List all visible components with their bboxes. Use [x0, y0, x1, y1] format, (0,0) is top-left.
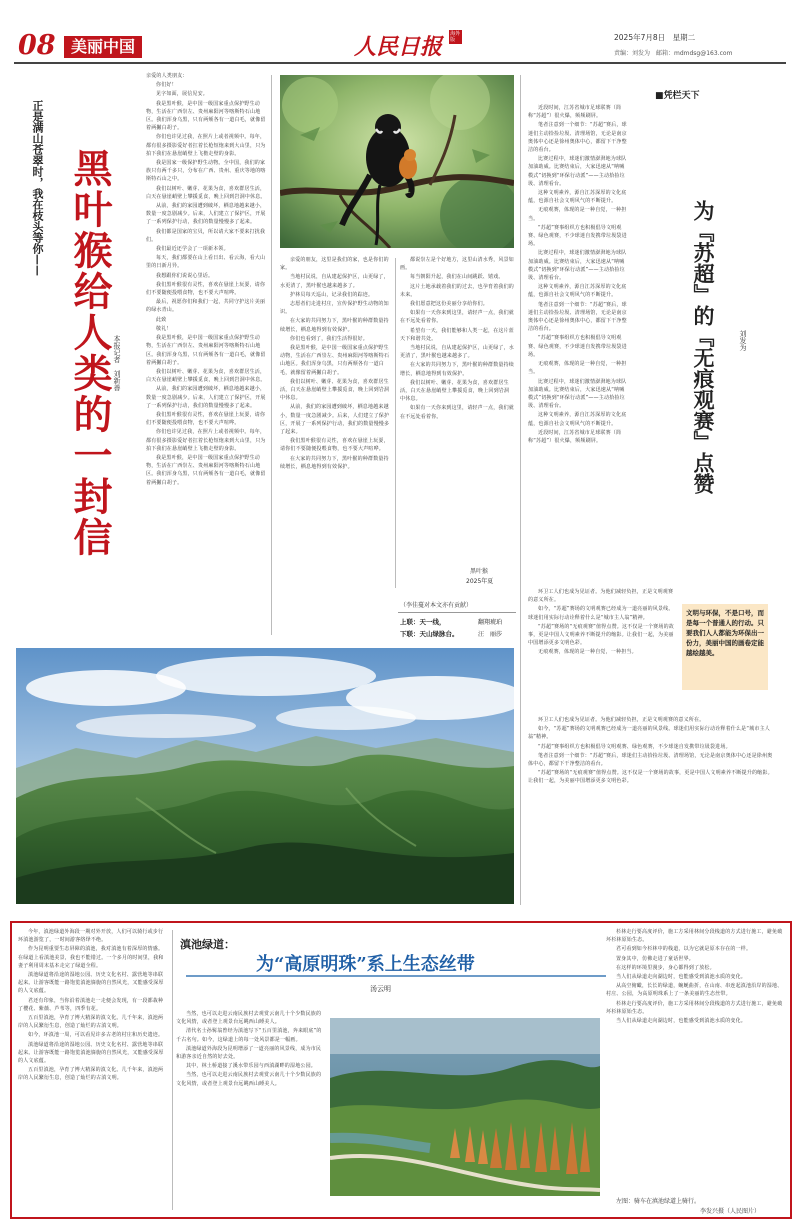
- column-divider: [395, 258, 396, 588]
- dianchi-greenway-image: [330, 1018, 600, 1196]
- paragraph: 杉林走行要高度评价，施工方采用林间分段栈道的方式进行施工，避免破坏杉林原始生态。: [606, 929, 783, 944]
- paragraph: 我们黑叶猴很有灵性，喜欢在悬崖上玩耍，请你们不要随便投喂食物，也不要大声喧哗。: [280, 438, 389, 453]
- paragraph: “苏超”赛事组织方也积极倡导文明观赛、绿色观赛，不少球迷自发携带垃圾袋进场。: [538, 743, 731, 750]
- column-label: ■凭栏天下: [655, 91, 700, 101]
- green-mountain-landscape-image: [16, 648, 514, 904]
- paragraph: 这片土地承载着我们的过去，也孕育着我们的未来。: [400, 283, 514, 298]
- couplet-box: [398, 612, 516, 643]
- paragraph: 见字如面，展信见安。: [156, 91, 209, 98]
- paragraph: 你们好！: [156, 82, 177, 89]
- paragraph: 这种文明素养，源自江苏深厚的文化底蕴，也源自社会文明风气的不断提升。: [528, 190, 627, 205]
- letter-signature: 黑叶猴: [470, 568, 489, 575]
- paragraph: 每当朝阳升起，我们在山间跳跃、嬉戏。: [410, 274, 504, 281]
- dianchi-caption: 左图：骑车在滇池绿道上骑行。: [616, 1198, 701, 1205]
- paragraph: 亲爱的朋友，这里是我们的家，也是你们的家。: [280, 257, 389, 272]
- page-number: 08: [18, 30, 56, 61]
- title-underline: [186, 975, 606, 977]
- logo: [354, 30, 462, 61]
- paragraph: 我们最近还学会了一项新本领。: [156, 246, 229, 253]
- paragraph: 比赛过程中，球迷们激情澎湃地为球队加油助威。比赛结束后，大家迅速从“呐喊模式”切换到“环保行动派”——主动拾捡垃圾、清理看台。: [528, 250, 627, 282]
- dianchi-col-1: [18, 928, 168, 1214]
- paragraph: 敬礼！: [156, 325, 172, 332]
- paragraph: 在大家的共同努力下，黑叶猴的种群数量持续增长，栖息地得到有效保护。: [280, 318, 389, 333]
- dianchi-col-2: [176, 1010, 324, 1214]
- paragraph: 当然，也可以走进云南民族村去观赏云南几十个少数民族的文化风情，或者登上观景台远眺西山睡美人。: [176, 1072, 322, 1087]
- paragraph: 作为昆明重要生态屏障的滇池，我对滇池有着深厚的情感。在绿道上看滇池美景，我也不能错过。一个多月的时间里，我和妻子利用周末基本走完了绿道全程。: [18, 946, 164, 969]
- monkey-title: 黑叶猴给人类的一封信: [67, 148, 113, 558]
- paragraph: 当人们从绿道走向湖边时，也能感受到滇池水质的变化。: [616, 974, 747, 981]
- date-line: 2025年7月8日 星期二: [614, 33, 696, 42]
- paragraph: 当人们从绿道走向湖边时，也能感受到滇池水质的变化。: [616, 1018, 747, 1025]
- paragraph: 如今，“苏超”赛场的文明观赛已经成为一道亮丽的风景线。球迷们用实际行动诠释着什么是“城市主人翁”精神。: [528, 606, 674, 621]
- paragraph: 这种文明素养，源自江苏深厚的文化底蕴，也源自社会文明风气的不断提升。: [528, 284, 627, 299]
- paragraph: 五百里滇池，孕育了博大精深的滇文化。几千年来，滇池两岸的人民繁衍生息，创造了灿烂的古滇文明。: [18, 1067, 164, 1082]
- paragraph: 笔者注意到一个细节：“苏超”赛后，球迷们主动拾捡垃圾、清理场馆，无论是南京奥体中心还是徐州奥体中心，都留下干净整洁的看台。: [528, 301, 627, 333]
- paragraph: 当地村民说，自从建起保护区，山更绿了，水更清了，黑叶猴也越来越多了。: [400, 345, 514, 360]
- paragraph: 从高空俯瞰，长长的绿道，蜿蜒曲折，在山南、串连起滇池沿岸的湿地、村庄、公园，为高原明珠系上了一条美丽的生态丝带。: [606, 983, 783, 998]
- masthead: [14, 26, 786, 66]
- paragraph: 环卫工人们也成为见证者。为他们减轻负担，正是文明观赛的意义所在。: [538, 717, 705, 723]
- paragraph: 我们都是国家的宝贝，所以请大家不要来打扰我们。: [146, 228, 266, 243]
- paragraph: 从前，我们的家园遭到破坏，栖息地越来越小，数量一度急剧减少。后来，人们建立了保护区，开展了一系列保护行动，我们的数量慢慢多了起来。: [146, 203, 266, 226]
- paragraph: 我是黑叶猴，是中国一级国家重点保护野生动物，生活在广西崇左、贵州麻阳河等喀斯特石山地区。我们浑身乌黑，只有两颊各有一道白毛，就像留着两撇白胡子。: [146, 335, 266, 366]
- section-name: 美丽中国: [64, 36, 142, 58]
- dianchi-label: 滇池绿道：: [180, 938, 235, 951]
- paragraph: 比赛过程中，球迷们激情澎湃地为球队加油助威。比赛结束后，大家迅速从“呐喊模式”切换到“环保行动派”——主动拾捡垃圾、清理看台。: [528, 156, 627, 187]
- paragraph: 我们黑叶猴很有灵性，喜欢在悬崖上玩耍，请你们不要随便投喂食物，也不要大声喧哗。: [146, 411, 266, 427]
- paragraph: 如果有一天你来到这里，请轻声一点，我们就在不远处看着你。: [400, 310, 514, 325]
- paragraph: 你们也许见过我，在照片上或者视频中。每年，都有很多摄影爱好者扛着长枪短炮来到大山里，只为拍下我们在悬崖峭壁上飞檐走壁的身影。: [146, 134, 266, 157]
- paragraph: 无痕观赛，体现的是一种自觉，一种担当。: [528, 361, 627, 376]
- paragraph: 滇池绿道将沿途的湿地公园、历史文化名村、露营地等串联起来。让游客既能一路饱览滇池旖旎的自然风光，又能感受深厚的人文底蕴。: [18, 1041, 164, 1065]
- monkey-col-2: [280, 256, 390, 594]
- column-divider: [271, 75, 272, 635]
- paragraph: 清代名士孙髯翁曾经为滇池写下“五百里滇池，奔来眼底”的千古名句。如今，这绿道上的每一处风景都是一幅画。: [176, 1028, 322, 1043]
- black-leaf-monkey-image: [280, 75, 514, 248]
- paragraph: 如果有一天你来到这里，请轻声一点，我们就在不远处看着你。: [400, 405, 514, 420]
- logo-badge: 海外版: [450, 31, 461, 43]
- paragraph: 我们黑叶猴很有灵性，喜欢在悬崖上玩耍，请你们不要随便投喂食物，也不要大声喧哗。: [146, 281, 266, 297]
- mountain-photo: [16, 648, 514, 904]
- paragraph: 我们以树叶、嫩芽、花果为食，喜欢群居生活，白天在悬崖峭壁上攀援觅食，晚上回到岩洞中休息。: [146, 368, 266, 384]
- paragraph: 置身其中，仿佛走进了童话世界。: [616, 955, 695, 962]
- paragraph: “苏超”赛场的“无痕观赛”值得点赞。这不仅是一个赛场的故事，更是中国人文明素养不断提升的缩影。让我们一起，为美丽中国增添更多文明色彩。: [528, 770, 773, 785]
- paragraph: 我是黑叶猴，是中国一级国家重点保护野生动物，生活在广西崇左、贵州麻阳河等喀斯特石山地区。我们浑身乌黑，只有两颊各有一道白毛，就像留着两撇白胡子。: [146, 454, 266, 486]
- monkey-caption: （李佳蔓对本文亦有贡献）: [400, 602, 473, 609]
- highlight-quote: 文明与环保，不是口号，而是每一个普通人的行动。只要我们人人都能为环保出一份力，美丽中国的画卷定能越绘越美。: [682, 604, 768, 690]
- paragraph: 这种文明素养，源自江苏深厚的文化底蕴，也源自社会文明风气的不断提升。: [528, 412, 627, 427]
- couplet-down: 下联：天山绿脉台。: [400, 630, 459, 638]
- monkey-photo: [280, 75, 514, 248]
- paragraph: 希望有一天，我们能够和人类一起，在这片蓝天下和谐共处。: [400, 327, 514, 342]
- dianchi-col-3: [606, 928, 786, 1192]
- paragraph: 如今，“苏超”赛场的文明观赛已经成为一道亮丽的风景线。球迷们用实际行动诠释着什么是“城市主人翁”精神。: [528, 726, 770, 741]
- paragraph: “苏超”赛事组织方也积极倡导文明观赛、绿色观赛，不少球迷自发携带垃圾袋进场。: [528, 335, 627, 358]
- paragraph: 每天，我们都要在山上看日出、看云海，看大山里的日新月异。: [146, 255, 266, 270]
- dianchi-photo: [330, 1018, 600, 1196]
- dianchi-author: 汤云明: [370, 985, 391, 993]
- paragraph: 都说崇左是个好地方，这里山清水秀，风景如画。: [400, 257, 514, 272]
- paragraph: 比赛过程中，球迷们激情澎湃地为球队加油助威。比赛结束后，大家迅速从“呐喊模式”切换到“环保行动派”——主动拾捡垃圾、清理看台。: [528, 378, 627, 410]
- paragraph: 当然，也可以走进云南民族村去观赏云南几十个少数民族的文化风情，或者登上观景台远眺西山睡美人。: [176, 1011, 322, 1026]
- paragraph: 无痕观赛，体现的是一种自觉，一种担当。: [528, 207, 627, 222]
- monkey-byline: 本报记者 刘新善: [113, 335, 121, 391]
- dianchi-title: 为“高原明珠”系上生态丝带: [256, 954, 475, 975]
- opinion-title: 为『苏超』的『无痕观赛』点赞: [691, 200, 716, 494]
- paragraph: 杉林走行要高度评价，施工方采用林间分段栈道的方式进行施工，避免破坏杉林原始生态。: [606, 1000, 783, 1015]
- paragraph: 如今，环滇池一周，可以看见许多古老的村庄和历史遗迹。: [28, 1032, 164, 1039]
- paragraph: 我们以树叶、嫩芽、花果为食，喜欢群居生活，白天在悬崖峭壁上攀援觅食，晚上回到岩洞中休息。: [146, 185, 266, 200]
- paragraph: 在这样的环境里漫步，身心都得到了放松。: [616, 964, 715, 971]
- letter-date: 2025年夏: [466, 578, 494, 585]
- paragraph: 在大家的共同努力下，黑叶猴的种群数量持续增长，栖息地得到有效保护。: [400, 362, 514, 377]
- paragraph: 我们以树叶、嫩芽、花果为食，喜欢群居生活，白天在悬崖峭壁上攀援觅食，晚上回到岩洞中休息。: [400, 379, 510, 403]
- paragraph: 五百里滇池，孕育了博大精深的滇文化。几千年来，滇池两岸的人民繁衍生息，创造了灿烂的古滇文明。: [18, 1015, 164, 1030]
- paragraph: 最后，祝愿你们和我们一起，共同守护这片美丽的绿水青山。: [146, 299, 266, 314]
- paragraph: 近段时间，江苏省城市足球联赛（简称“苏超”）很火爆，频频刷屏。: [528, 429, 622, 444]
- editor-line: 责编：刘发为 邮箱：mdmdsg@163.com: [614, 50, 733, 57]
- monkey-col-1: [146, 72, 266, 648]
- monkey-subtitle: 正是满山苍翠时，我在枝头等你——: [31, 100, 44, 276]
- paragraph: 亲爱的人类朋友：: [146, 73, 188, 79]
- paragraph: 当地村民说，自从建起保护区，山更绿了，水更清了，黑叶猴也越来越多了。: [280, 274, 389, 289]
- opinion-author: 刘发为: [739, 330, 747, 351]
- paragraph: 滇池绿道外海段为昆明增添了一道亮丽的风景线，成为市民和游客亲近自然的好去处。: [176, 1045, 322, 1061]
- paragraph: 从前，我们的家园遭到破坏，栖息地越来越小，数量一度急剧减少。后来，人们建立了保护区，开展了一系列保护行动，我们的数量慢慢多了起来。: [280, 404, 390, 436]
- paragraph: 志愿者们走进村庄，宣传保护野生动物的知识。: [280, 301, 389, 316]
- dianchi-credit: 李发兴摄（人民图片）: [700, 1208, 761, 1215]
- paragraph: 滇池绿道将沿途的湿地公园、历史文化名村、露营地等串联起来。让游客既能一路饱览滇池旖旎的自然风光，又能感受深厚的人文底蕴。: [18, 972, 164, 995]
- paragraph: 近段时间，江苏省城市足球联赛（简称“苏超”）很火爆，频频刷屏。: [528, 105, 622, 120]
- paragraph: 君还有印象，当你沿着滇池走一走便会发现，有一段都栽种了樱花、紫薇、芦苇等，四季有花。: [18, 997, 164, 1012]
- paragraph: 今年，滇池绿道外海段一期对外开放，人们可以骑行或步行环滇池游览了，一时间游客络绎不绝。: [18, 929, 164, 944]
- paragraph: 我们以树叶、嫩芽、花果为食，喜欢群居生活，白天在悬崖峭壁上攀援觅食，晚上回到岩洞中休息。: [280, 378, 390, 402]
- paragraph: 其中，林土桥道接了溪水带乐园与西滇湖畔的湿地公园。: [186, 1063, 317, 1070]
- paragraph: 从前，我们的家园遭到破坏，栖息地越来越小，数量一度急剧减少。后来，人们建立了保护区，开展了一系列保护行动，我们的数量慢慢多了起来。: [146, 386, 266, 409]
- paragraph: 在大家的共同努力下，黑叶猴的种群数量持续增长，栖息地得到有效保护。: [280, 455, 389, 470]
- paragraph: 无痕观赛，体现的是一种自觉，一种担当。: [538, 649, 637, 656]
- couplet-up: 上联：天一线，: [400, 618, 446, 626]
- paragraph: 我是黑叶猴，是中国一级国家重点保护野生动物，生活在广西崇左、贵州麻阳河等喀斯特石山地区。我们浑身乌黑，只有两颊各有一道白毛，就像留着两撇白胡子。: [146, 100, 266, 132]
- paragraph: 笔者注意到一个细节：“苏超”赛后，球迷们主动拾捡垃圾、清理场馆，无论是南京奥体中心还是徐州奥体中心，都留下干净整洁的看台。: [528, 752, 773, 768]
- paragraph: 我是黑叶猴，是中国一级国家重点保护野生动物，生活在广西崇左、贵州麻阳河等喀斯特石山地区。我们浑身乌黑，只有两颊各有一道白毛，就像留着两撇白胡子。: [280, 345, 390, 376]
- column-divider: [520, 75, 521, 905]
- paragraph: 我想跟你们说说心里话。: [156, 272, 214, 279]
- paragraph: 护林员每天巡山，记录我们的踪迹。: [290, 291, 374, 298]
- paragraph: 君可看到如今杉林中的栈道，以为它就是原本存在的一样。: [616, 946, 752, 953]
- couplet-reply-2: 汪 丽莎: [478, 631, 503, 638]
- paragraph: 我们愿意把这份美丽分享给你们。: [410, 301, 489, 308]
- paragraph: 你们也看到了，我们生活得很好。: [290, 335, 369, 342]
- masthead-rule: [14, 62, 786, 64]
- paragraph: 我是国家一级保护野生动物。全中国，我们的家族只有两千多只，分布在广西、贵州、重庆等地的喀斯特石山之中。: [146, 160, 266, 183]
- opinion-col-3: [528, 716, 774, 906]
- paragraph: 你们也许见过我，在照片上或者视频中。每年，都有很多摄影爱好者扛着长枪短炮来到大山里，只为拍下我们在悬崖峭壁上飞檐走壁的身影。: [146, 429, 266, 452]
- monkey-col-3: [400, 256, 514, 562]
- paragraph: “苏超”赛事组织方也积极倡导文明观赛、绿色观赛，不少球迷自发携带垃圾袋进场。: [528, 224, 627, 248]
- column-divider: [172, 930, 173, 1210]
- logo-text: 人民日报: [354, 34, 443, 60]
- paragraph: 笔者注意到一个细节：“苏超”赛后，球迷们主动拾捡垃圾、清理场馆，无论是南京奥体中心还是徐州奥体中心，都留下干净整洁的看台。: [528, 122, 627, 154]
- paragraph: 此致: [156, 316, 167, 323]
- paragraph: “苏超”赛场的“无痕观赛”值得点赞。这不仅是一个赛场的故事，更是中国人文明素养不断提升的缩影。让我们一起，为美丽中国增添更多文明色彩。: [528, 623, 674, 647]
- paragraph: 环卫工人们也成为见证者。为他们减轻负担，正是文明观赛的意义所在。: [528, 589, 674, 604]
- opinion-col-1: [528, 104, 628, 584]
- couplet-reply-1: 翻翔琥珀: [478, 619, 503, 626]
